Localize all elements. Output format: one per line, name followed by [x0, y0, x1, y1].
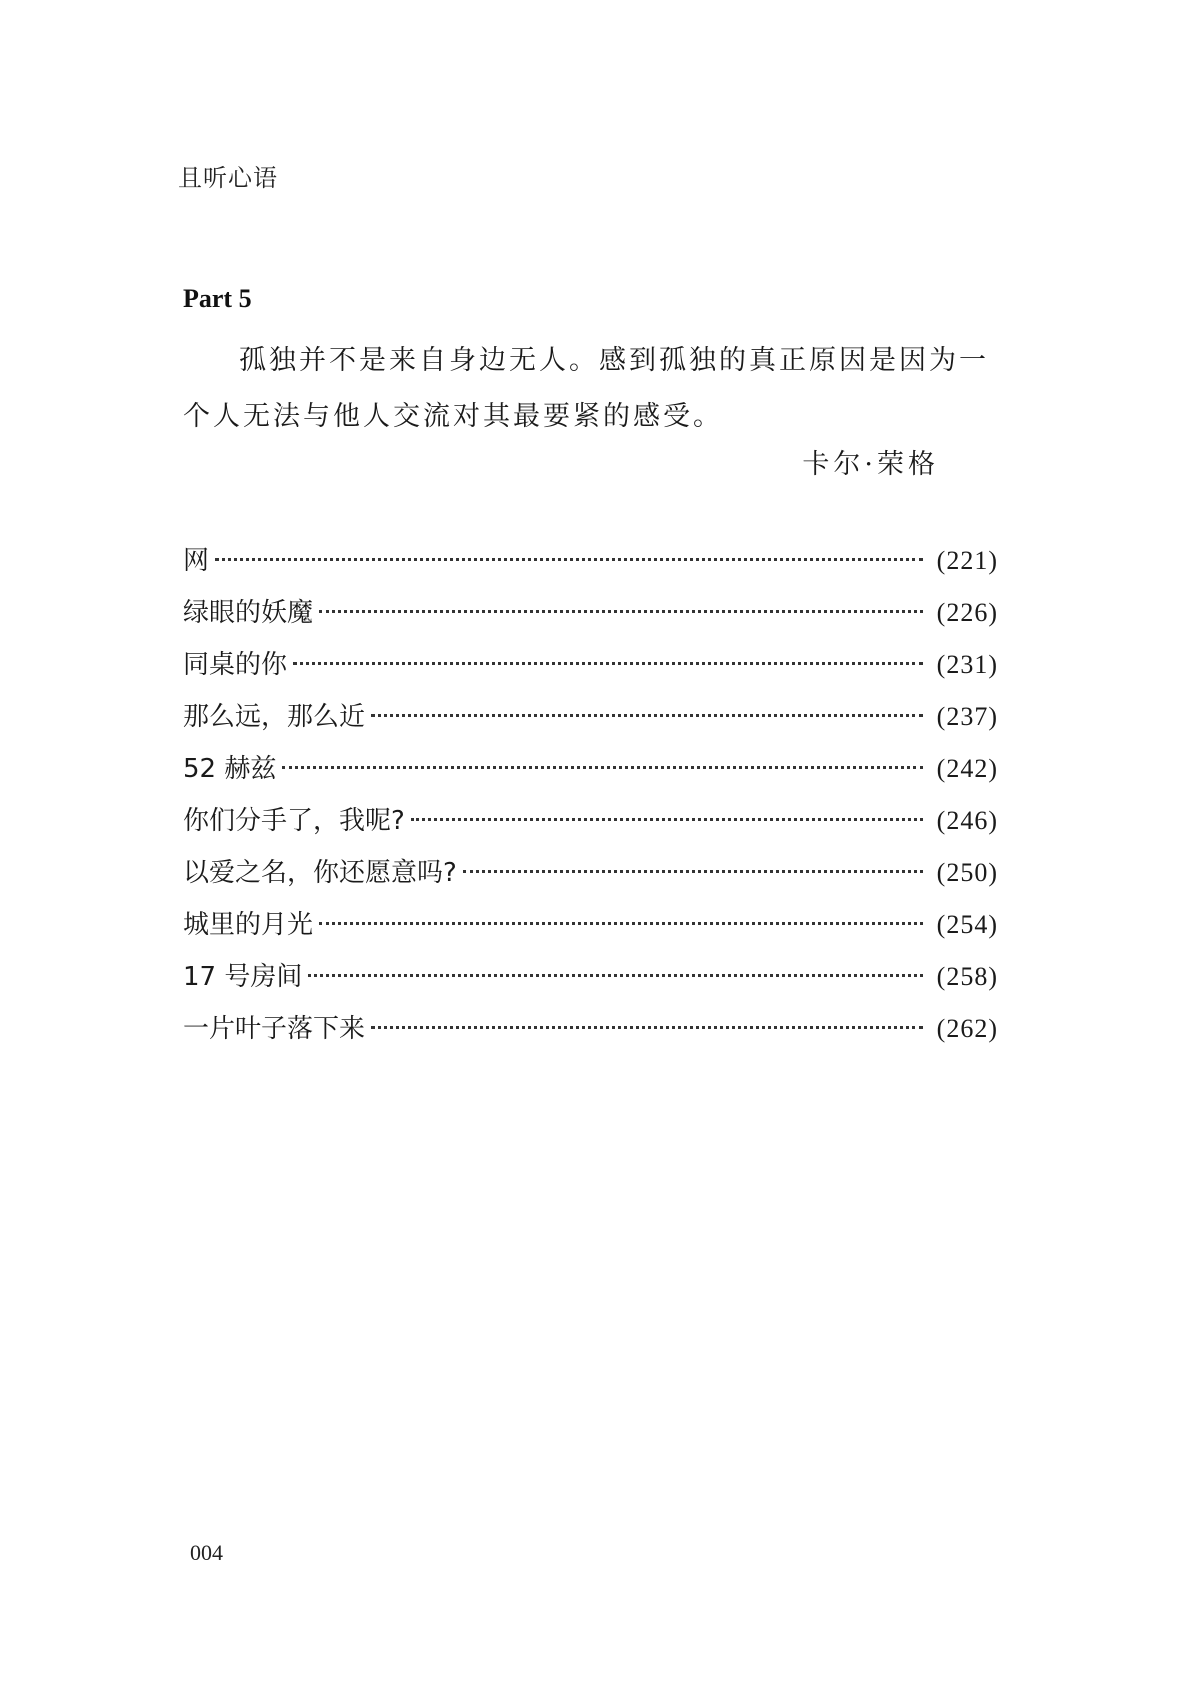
toc-entry-title: 同桌的你 [183, 650, 288, 680]
toc-entry[interactable] [183, 696, 998, 748]
toc-entry[interactable] [183, 852, 998, 904]
toc-entry-title: 52 赫兹 [183, 754, 277, 784]
toc-entry-page: (262) [936, 1014, 998, 1043]
dot-leader [463, 870, 923, 873]
toc-entry-page: (254) [936, 910, 998, 939]
toc-entry-title: 城里的月光 [183, 910, 314, 940]
dot-leader [215, 558, 923, 561]
toc-entry[interactable] [183, 1008, 998, 1060]
dot-leader [319, 922, 923, 925]
page-number: 004 [190, 1540, 223, 1565]
toc-entry-page: (226) [936, 598, 998, 627]
toc-entry[interactable] [183, 748, 998, 800]
dot-leader [293, 662, 923, 665]
dot-leader [282, 766, 922, 769]
toc-entry-page: (242) [936, 754, 998, 783]
dot-leader [371, 1026, 923, 1029]
toc-entry-title: 网 [183, 546, 210, 576]
toc-entry-title: 你们分手了，我呢? [183, 806, 405, 836]
toc-entry-title: 17 号房间 [183, 962, 303, 992]
toc-entry[interactable] [183, 956, 998, 1008]
toc-entry-page: (237) [936, 702, 998, 731]
toc-entry-page: (221) [936, 546, 998, 575]
toc-entry-title: 以爱之名，你还愿意吗? [183, 858, 457, 888]
toc-entry[interactable] [183, 644, 998, 696]
epigraph-author: 卡尔·荣格 [802, 449, 939, 480]
toc-entry-page: (258) [936, 962, 998, 991]
toc-entry-title: 一片叶子落下来 [183, 1014, 366, 1044]
dot-leader [411, 818, 923, 821]
dot-leader [319, 610, 923, 613]
running-header: 且听心语 [178, 164, 278, 192]
toc-entry[interactable] [183, 800, 998, 852]
toc-entry-page: (246) [936, 806, 998, 835]
table-of-contents [183, 540, 998, 1060]
part-title: Part 5 [183, 284, 252, 313]
toc-entry[interactable] [183, 592, 998, 644]
dot-leader [308, 974, 922, 977]
toc-entry[interactable] [183, 540, 998, 592]
toc-entry-page: (231) [936, 650, 998, 679]
dot-leader [371, 714, 923, 717]
toc-entry-page: (250) [936, 858, 998, 887]
toc-entry[interactable] [183, 904, 998, 956]
epigraph-quote: 孤独并不是来自身边无人。感到孤独的真正原因是因为一个人无法与他人交流对其最要紧的感受。 [183, 345, 989, 432]
toc-entry-title: 绿眼的妖魔 [183, 598, 314, 628]
toc-entry-title: 那么远，那么近 [183, 702, 366, 732]
